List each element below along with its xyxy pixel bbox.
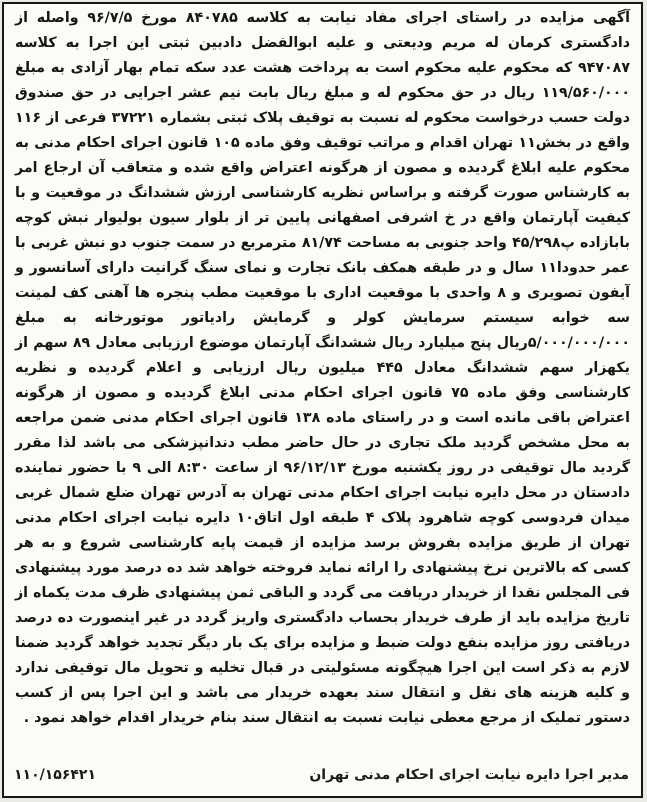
notice-page	[2, 2, 643, 798]
reference-number: ۱۱۰/۱۵۶۴۲۱	[14, 767, 97, 783]
notice-footer	[14, 763, 629, 787]
signature-line: مدیر اجرا دایره نیابت اجرای احکام مدنی تهران	[309, 767, 629, 783]
auction-notice-text: آگهی مزایده در راستای اجرای مفاد نیابت به کلاسه ۸۴۰۷۸۵ مورخ ۹۶/۷/۵ واصله از دادگستری کرمان له مریم ودیعتی و علیه ابوالفضل دادبین ثبتی این اجرا به کلاسه ۹۴۷۰۸۷ که محکوم علیه محکوم است به پرداخت هشت عدد سکه تمام بهار آزادی به مبلغ ۱۱۹/۵۶۰/۰۰۰ ریال در حق محکوم له و مبلغ ریال بابت نیم عشر اجرایی در حق صندوق دولت حسب درخواست محکوم له نسبت به توقیف پلاک ثبتی بشماره ۳۷۲۲۱ فرعی از ۱۱۶ واقع در بخش۱۱ تهران اقدام و مراتب توقیف وفق ماده ۱۰۵ قانون اجرای احکام مدنی به محکوم علیه ابلاغ گردیده و مصون از هرگونه اعتراض واقع شده و متعاقب آن ارجاع امر به کارشناس صورت گرفته و براساس نظریه کارشناسی ارزش ششدانگ در موقعیت و با کیفیت آپارتمان واقع در خ اشرفی اصفهانی پایین تر از بلوار سیون بولیوار نبش کوچه بابازاده پ۴۵/۲۹۸ واحد جنوبی به مساحت ۸۱/۷۴ مترمربع در سمت جنوب دو نبش غربی با عمر حدودا۱۱ سال و در طبقه همکف بانک تجارت و نمای سنگ گرانیت دارای آسانسور و آیفون تصویری و ۸ واحدی با موقعیت اداری با موقعیت مطب پنجره ها آهنی کف لمینت سه خوابه سیستم سرمایش کولر و گرمایش رادیاتور موتورخانه به مبلغ ۵/۰۰۰/۰۰۰/۰۰۰ریال پنج میلیارد ریال ششدانگ آپارتمان موضوع ارزیابی معادل ۸۹ سهم از یکهزار سهم ششدانگ معادل ۴۴۵ میلیون ریال ارزیابی و اعلام گردیده و نظریه کارشناسی وفق ماده ۷۵ قانون اجرای احکام مدنی ابلاغ گردیده و مصون از هرگونه اعتراض باقی مانده است و در راستای ماده ۱۳۸ قانون اجرای احکام مدنی ضمن مراجعه به محل مشخص گردید ملک تجاری در حال حاضر مطب دندانپزشکی می باشد لذا مقرر گردید مال توقیفی در روز یکشنبه مورخ ۹۶/۱۲/۱۳ از ساعت ۸:۳۰ الی ۹ با حضور نماینده دادستان در محل دایره نیابت اجرای احکام مدنی تهران به آدرس تهران ضلع شمال غربی میدان فردوسی کوچه شاهرود پلاک ۴ طبقه اول اتاق۱۰ دایره نیابت اجرای احکام مدنی تهران از طریق مزایده بفروش برسد مزایده از قیمت پایه کارشناسی شروع و به هر کسی که بالاترین نرخ پیشنهادی را ارائه نماید فروخته خواهد شد ده درصد مورد پیشنهادی فی المجلس نقدا از خریدار دریافت می گردد و الباقی ثمن پیشنهادی ظرف مدت یکماه از تاریخ مزایده باید از طرف خریدار بحساب دادگستری واریز گردد در غیر اینصورت ده درصد دریافتی روز مزایده بنفع دولت ضبط و مزایده برای یک بار دیگر تجدید خواهد گردید ضمنا لازم به ذکر است این اجرا هیچگونه مسئولیتی در قبال تخلیه و تحویل مال توقیفی ندارد و کلیه هزینه های نقل و انتقال سند بعهده خریدار می باشد و این اجرا پس از کسب دستور تملیک از مرجع معطی نیابت نسبت به انتقال سند بنام خریدار اقدام خواهد نمود .	[15, 10, 631, 726]
